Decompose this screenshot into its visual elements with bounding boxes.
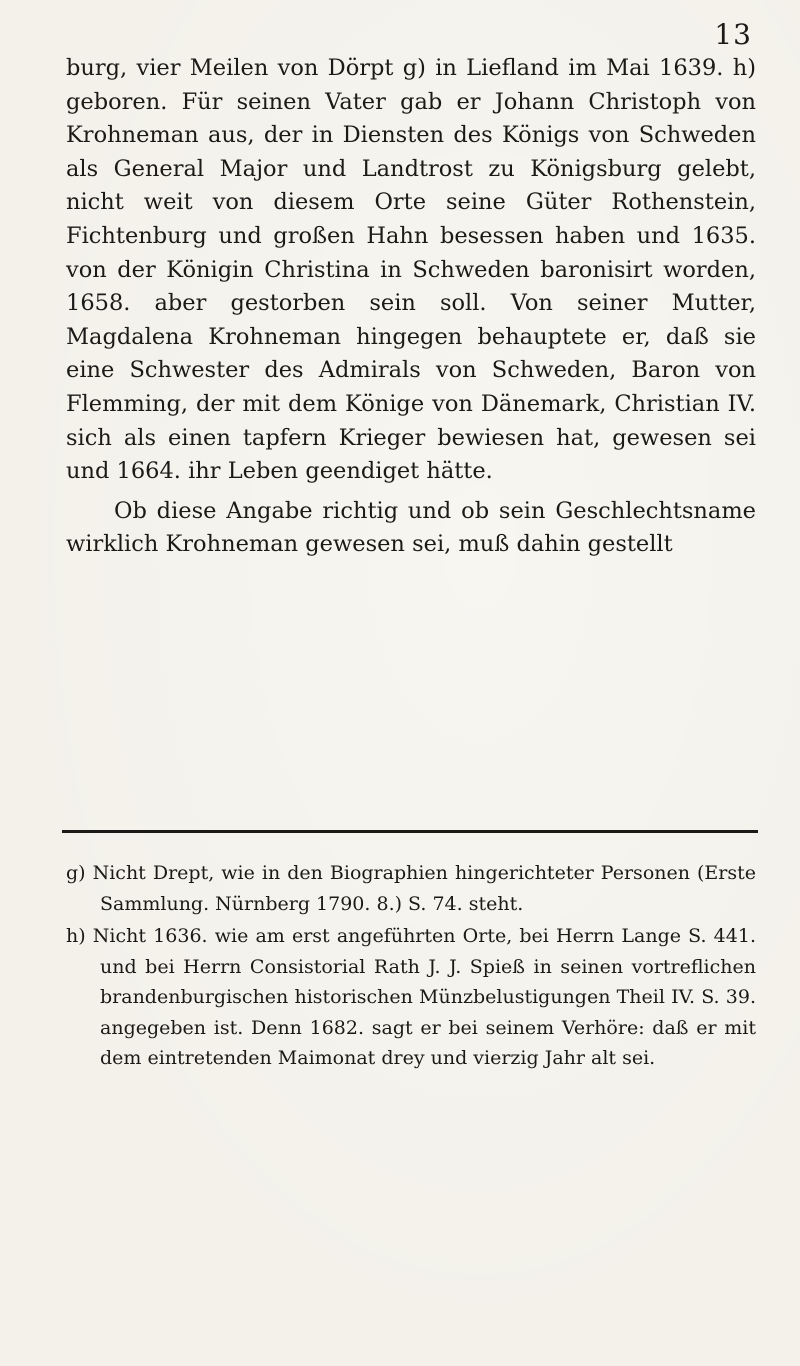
footnotes	[66, 858, 756, 1076]
main-text	[66, 52, 756, 562]
page-number: 13	[714, 18, 752, 51]
footnote-g: g) Nicht Drept, wie in den Biographien hingerichteter Personen (Erste Sammlung. Nürnberg 1790. 8.) S. 74. steht.	[66, 862, 756, 915]
footnote-h: h) Nicht 1636. wie am erst angeführten Orte, bei Herrn Lange S. 441. und bei Herrn Consistorial Rath J. J. Spieß in seinen vortreflichen brandenburgischen historischen Münzbelustigungen Theil IV. S. 39. angegeben ist. Denn 1682. sagt er bei seinem Verhöre: daß er mit dem eintretenden Maimonat drey und vierzig Jahr alt sei.	[66, 925, 756, 1069]
body-paragraph: burg, vier Meilen von Dörpt g) in Liefland im Mai 1639. h) geboren. Für seinen Vater gab er Johann Christoph von Krohneman aus, der in Diensten des Königs von Schweden als General Major und Landtrost zu Königsburg gelebt, nicht weit von diesem Orte seine Güter Rothenstein, Fichtenburg und großen Hahn besessen haben und 1635. von der Königin Christina in Schweden baronisirt worden, 1658. aber gestorben sein soll. Von seiner Mutter, Magdalena Krohneman hingegen behauptete er, daß sie eine Schwester des Admirals von Schweden, Baron von Flemming, der mit dem Könige von Dänemark, Christian IV. sich als einen tapfern Krieger bewiesen hat, gewesen sei und 1664. ihr Leben geendiget hätte.	[66, 55, 756, 485]
footnote-divider	[62, 830, 758, 833]
body-paragraph: Ob diese Angabe richtig und ob sein Geschlechtsname wirklich Krohneman gewesen sei, muß dahin gestellt	[66, 497, 756, 558]
